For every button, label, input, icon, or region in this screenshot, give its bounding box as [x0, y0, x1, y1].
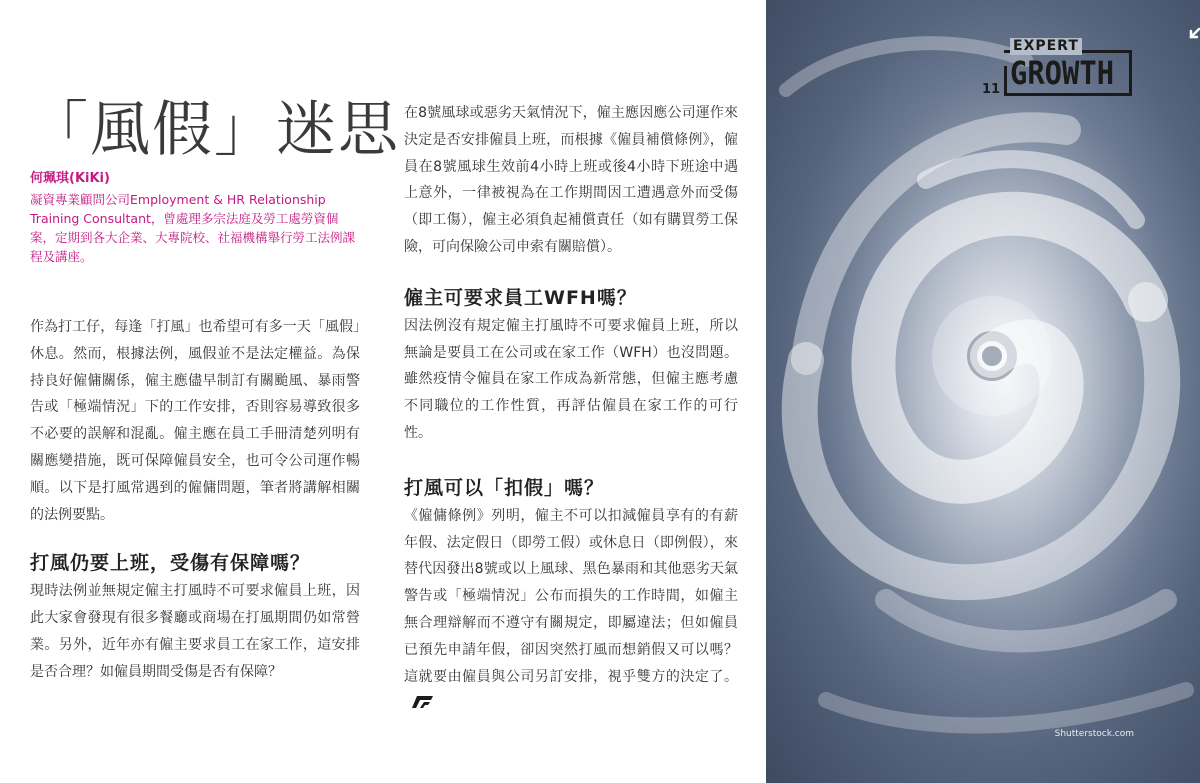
end-mark-icon — [408, 693, 434, 720]
photo-credit: Shutterstock.com — [1054, 729, 1134, 739]
section-heading-leave: 打風可以「扣假」嗎？ — [404, 476, 605, 499]
section-leave-text: 《僱傭條例》列明，僱主不可以扣減僱員享有的有薪年假、法定假日（即勞工假）或休息日（即例假），來替代因發出8號或以上風球、黑色暴雨和其他惡劣天氣警告或「極端情況」公布而損失的工作時間，如僱主無合理辯解而不遵守有關規定，即屬違法；但如僱員已預先申請年假，卻因突然打風而想銷假又可以嗎？這就要由僱員與公司另訂安排，視乎雙方的決定了。 — [404, 507, 738, 685]
section-heading-wfh: 僱主可要求員工WFH嗎？ — [404, 286, 637, 309]
section-wfh-paragraph: 因法例沒有規定僱主打風時不可要求僱員上班，所以無論是要員工在公司或在家工作（WFH）也沒問題。雖然疫情令僱員在家工作成為新常態，但僱主應考慮不同職位的工作性質，再評估僱員在家工作的可行性。 — [404, 317, 738, 441]
page-title: 「風假」迷思 — [28, 95, 400, 165]
column-middle — [404, 100, 738, 720]
intro-paragraph: 作為打工仔，每逢「打風」也希望可有多一天「風假」休息。然而，根據法例，風假並不是法定權益。為保持良好僱傭關係，僱主應儘早制訂有關颱風、暴雨警告或「極端情況」下的工作安排，否則容易導致很多不必要的誤解和混亂。僱主應在員工手冊清楚列明有關應變措施，既可保障僱員安全，也可令公司運作暢順。以下是打風常遇到的僱傭問題，筆者將講解相關的法例要點。 — [30, 319, 360, 523]
page-number: 11 — [982, 82, 1001, 97]
expert-growth-logo — [982, 38, 1138, 96]
section-heading-injury: 打風仍要上班，受傷有保障嗎？ — [30, 552, 311, 575]
section-injury-paragraph-2: 在8號風球或惡劣天氣情況下，僱主應因應公司運作來決定是否安排僱員上班，而根據《僱員補償條例》，僱員在8號風球生效前4小時上班或後4小時下班途中遇上意外，一律被視為在工作期間因工遭遇意外而受傷（即工傷），僱主必須負起補償責任（如有購買勞工保險，可向保險公司申索有關賠償）。 — [404, 105, 738, 255]
column-left — [30, 314, 360, 686]
author-name: 何珮琪(KiKi) — [30, 171, 110, 186]
logo-expert-text: EXPERT — [1010, 38, 1082, 55]
typhoon-illustration — [766, 0, 1200, 783]
author-block — [30, 170, 360, 266]
logo-growth-text: GROWTH — [1010, 54, 1115, 92]
author-bio: 凝資專業顧問公司Employment & HR Relationship Training Consultant，曾處理多宗法庭及勞工處勞資個案，定期到各大企業、大專院校、社福機構舉行勞工法例課程及講座。 — [30, 192, 356, 264]
section-leave-paragraph — [404, 503, 738, 720]
typhoon-satellite-photo — [766, 0, 1200, 783]
section-injury-paragraph-1: 現時法例並無規定僱主打風時不可要求僱員上班，因此大家會發現有很多餐廳或商場在打風期間仍如常營業。另外，近年亦有僱主要求員工在家工作，這安排是否合理？如僱員期間受傷是否有保障？ — [30, 583, 360, 680]
